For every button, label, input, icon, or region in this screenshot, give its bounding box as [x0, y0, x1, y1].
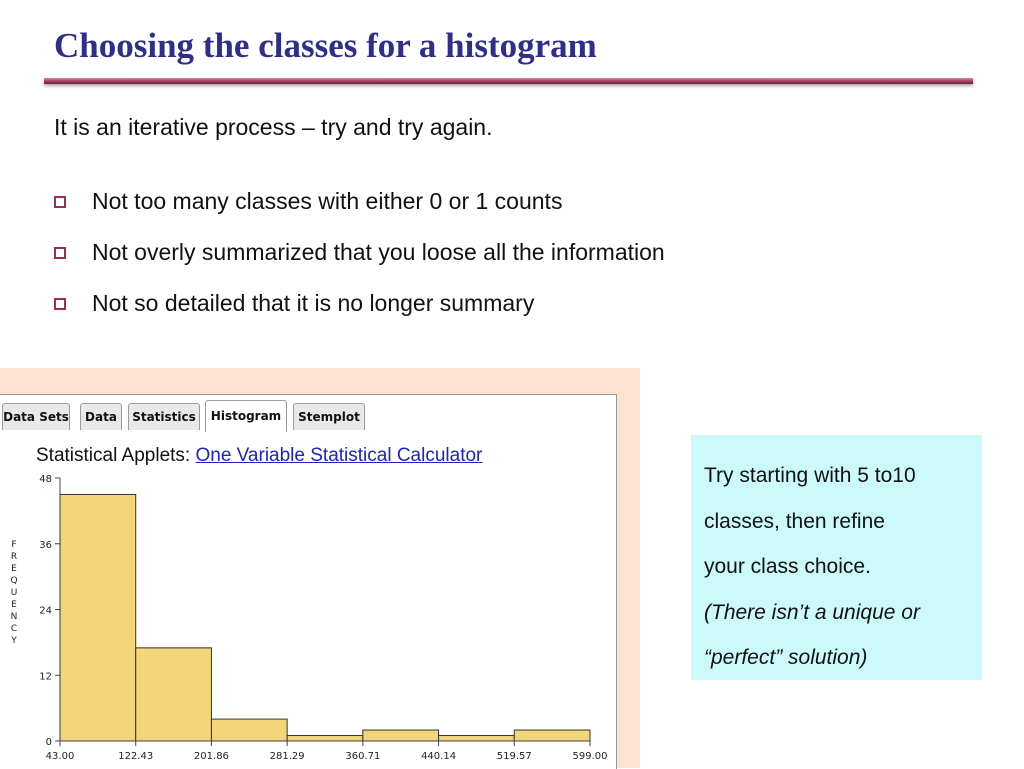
y-axis-label-letter: E — [11, 600, 17, 610]
y-tick-label: 24 — [39, 605, 52, 617]
histogram-bar — [439, 736, 515, 741]
y-axis-label-letter: R — [10, 552, 18, 562]
calculator-link[interactable]: One Variable Statistical Calculator — [195, 445, 483, 466]
tab-histogram[interactable]: Histogram — [205, 400, 287, 432]
tip-box — [691, 435, 982, 680]
y-axis-label-letter: N — [10, 612, 18, 622]
tip-italic-line: (There isn’t a unique or — [704, 600, 920, 624]
y-axis-label-letter: Q — [10, 576, 18, 586]
x-tick-label: 201.86 — [193, 751, 229, 762]
y-axis-label-letter: C — [10, 624, 18, 634]
tip-text — [704, 453, 920, 681]
tip-line: classes, then refine — [704, 509, 885, 533]
square-bullet-icon — [54, 196, 66, 208]
histogram-bar — [363, 730, 439, 741]
bullet-list — [54, 186, 665, 339]
tip-italic-line: “perfect” solution) — [704, 646, 868, 670]
y-axis-label-letter: E — [11, 564, 17, 574]
bullet-item — [54, 237, 665, 288]
tip-line: Try starting with 5 to10 — [704, 464, 916, 487]
x-tick-label: 440.14 — [421, 751, 457, 762]
bullet-item — [54, 186, 665, 237]
histogram-bar — [211, 719, 287, 741]
x-tick-label: 43.00 — [45, 751, 75, 762]
y-tick-label: 12 — [39, 671, 52, 683]
square-bullet-icon — [54, 247, 66, 259]
caption-prefix: Statistical Applets: — [36, 445, 196, 466]
x-tick-label: 360.71 — [345, 751, 381, 762]
y-tick-label: 0 — [45, 737, 52, 748]
square-bullet-icon — [54, 298, 66, 310]
y-axis-label-letter: U — [10, 588, 18, 598]
slide-title: Choosing the classes for a histogram — [54, 26, 597, 65]
y-tick-label: 48 — [39, 474, 52, 485]
tip-line: your class choice. — [704, 555, 871, 579]
tab-stemplot[interactable]: Stemplot — [293, 403, 365, 430]
x-tick-label: 519.57 — [496, 751, 532, 762]
intro-text: It is an iterative process – try and try again. — [54, 114, 493, 140]
histogram-bar — [514, 730, 590, 741]
tab-statistics[interactable]: Statistics — [128, 403, 200, 430]
y-axis-label-letter: Y — [11, 636, 17, 646]
y-axis-label-letter: F — [11, 540, 17, 550]
bullet-text: Not overly summarized that you loose all the information — [92, 239, 665, 265]
y-tick-label: 36 — [39, 539, 52, 551]
x-tick-label: 599.00 — [572, 751, 608, 762]
histogram-chart — [0, 466, 616, 768]
histogram-bar — [60, 494, 136, 741]
applet-caption — [36, 445, 482, 467]
bullet-text: Not so detailed that it is no longer summary — [92, 290, 535, 316]
bullet-item — [54, 288, 665, 339]
title-divider — [44, 78, 973, 84]
bullet-text: Not too many classes with either 0 or 1 counts — [92, 188, 563, 214]
x-tick-label: 281.29 — [269, 751, 305, 762]
histogram-bar — [136, 648, 212, 741]
tab-data[interactable]: Data — [80, 403, 122, 430]
histogram-bar — [287, 736, 363, 741]
tab-data-sets[interactable]: Data Sets — [2, 403, 70, 430]
x-tick-label: 122.43 — [118, 751, 154, 762]
